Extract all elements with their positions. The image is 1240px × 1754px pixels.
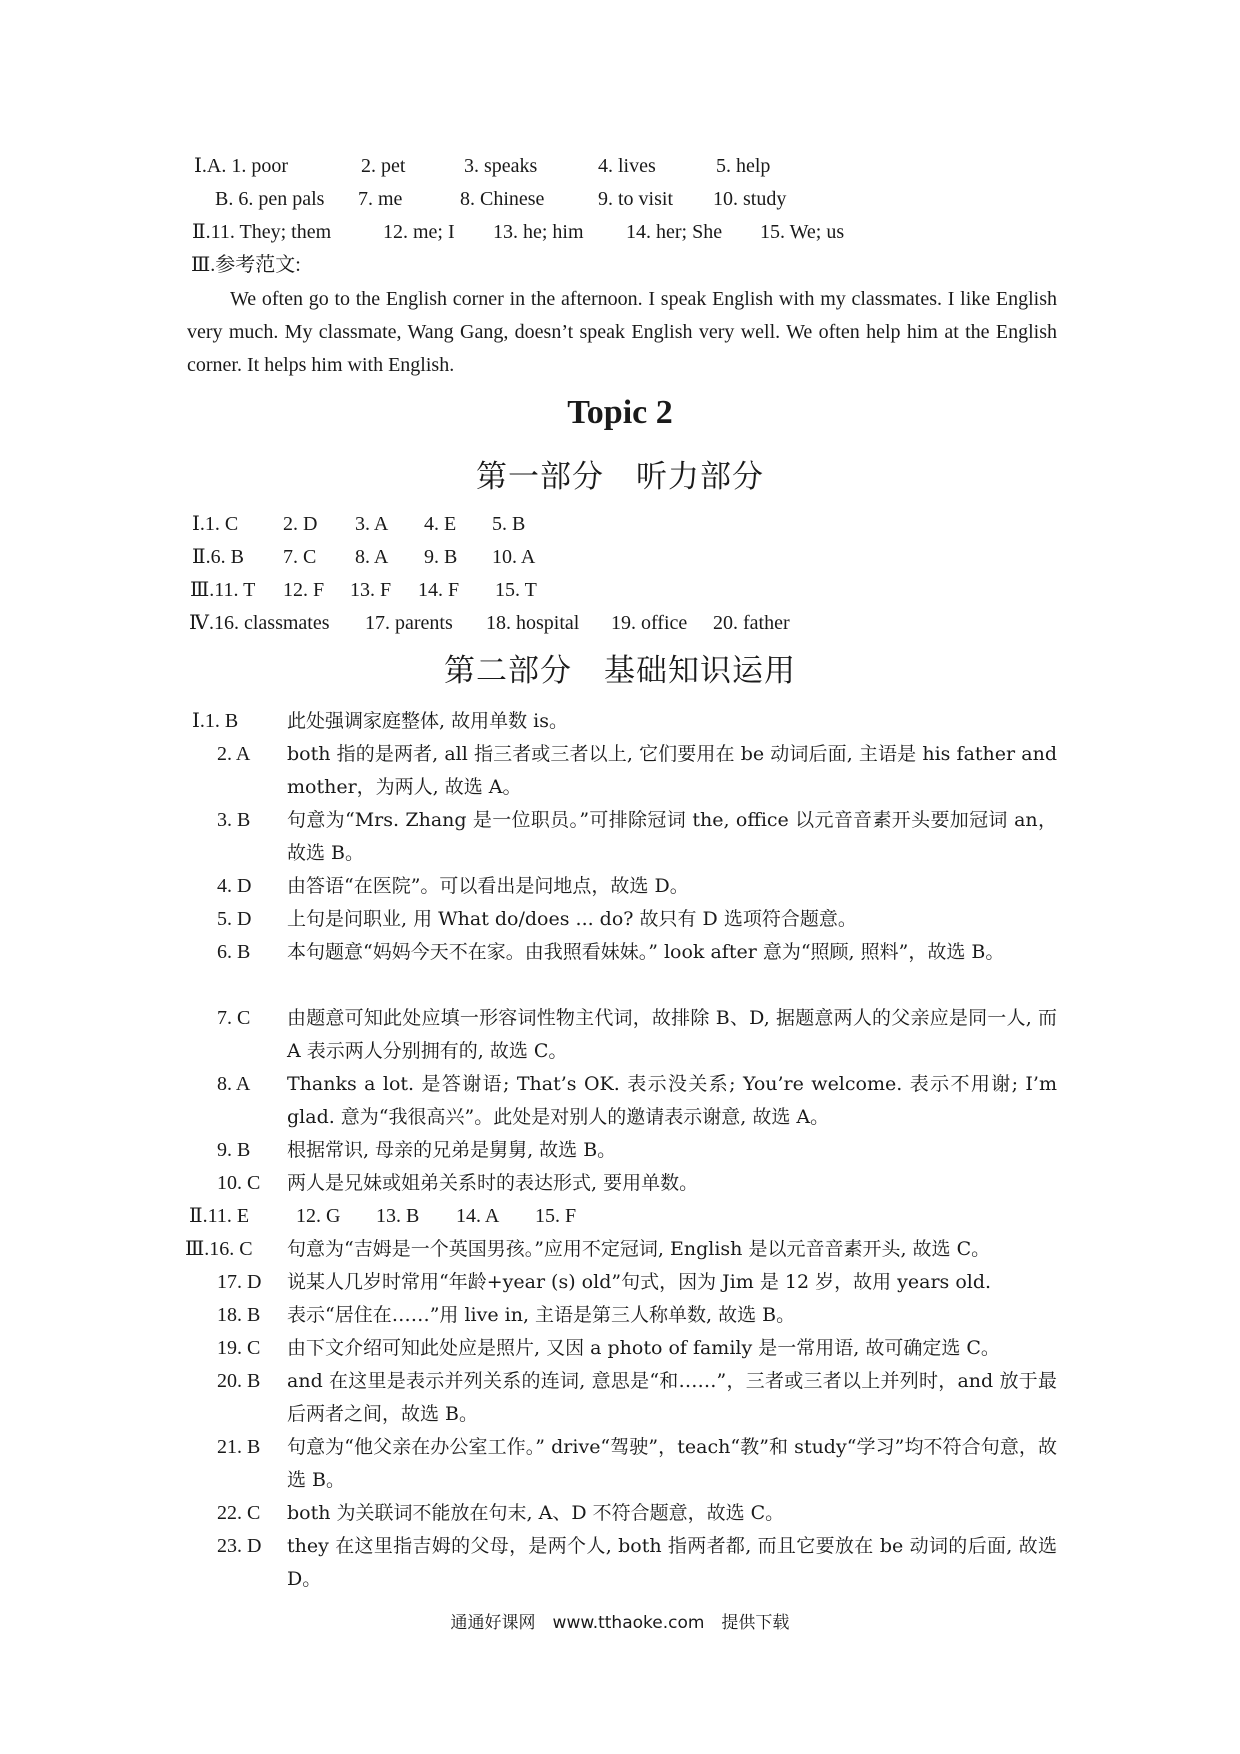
answer: 3. speaks	[464, 155, 538, 177]
answer: Ⅳ.16. classmates	[189, 612, 330, 634]
item-number: 18. B	[217, 1304, 261, 1326]
item-explanation: 由题意可知此处应填一形容词性物主代词，故排除 B、D, 据题意两人的父亲应是同一人, 而 A 表示两人分别拥有的, 故选 C。	[287, 1007, 1057, 1062]
item-number: 2. A	[217, 743, 251, 765]
item-number: 17. D	[217, 1271, 262, 1293]
part2-heading: 第二部分 基础知识运用	[444, 653, 796, 689]
item-number: 23. D	[217, 1535, 262, 1557]
answer: 14. F	[418, 579, 460, 601]
item-explanation: 说某人几岁时常用“年龄+year (s) old”句式，因为 Jim 是 12 岁，故用 years old.	[287, 1271, 992, 1293]
answer: 13. he; him	[493, 221, 584, 243]
answer: Ⅱ.6. B	[192, 546, 244, 568]
answer: 5. B	[492, 513, 526, 535]
item-explanation: 上句是问职业, 用 What do/does ... do? 故只有 D 选项符合题意。	[287, 908, 857, 930]
answer: Ⅱ.11. They; them	[192, 221, 332, 243]
answer: 9. B	[424, 546, 458, 568]
answer: 7. C	[283, 546, 317, 568]
answers-row-III-label: Ⅲ.参考范文:	[191, 254, 301, 276]
item-number: 10. C	[217, 1172, 261, 1194]
item-explanation: they 在这里指吉姆的父母，是两个人, both 指两者都, 而且它要放在 be 动词的后面, 故选 D。	[287, 1535, 1057, 1590]
answer: 8. A	[355, 546, 389, 568]
sample-essay: We often go to the English corner in the afternoon. I speak English with my classmates. I like English very much. My classmate, Wang Gang, doesn’t speak English very well. We often help him at the English corner. It helps him with English.	[187, 288, 1057, 376]
topic-title: Topic 2	[567, 394, 673, 431]
answer: 4. lives	[598, 155, 656, 177]
answer: Ⅰ.1. C	[192, 513, 239, 535]
item-explanation: 本句题意“妈妈今天不在家。由我照看妹妹。” look after 意为“照顾, 照料”，故选 B。	[287, 941, 1005, 963]
answer: 13. F	[350, 579, 392, 601]
item-number: 15. F	[535, 1205, 577, 1227]
item-number: 22. C	[217, 1502, 261, 1524]
answer: 20. father	[713, 612, 790, 634]
item-explanation: 表示“居住在……”用 live in, 主语是第三人称单数, 故选 B。	[287, 1304, 796, 1326]
item-number: Ⅰ.1. B	[192, 710, 239, 732]
part1-heading: 第一部分 听力部分	[476, 459, 764, 495]
download-footer: 通通好课网 www.tthaoke.com 提供下载	[450, 1613, 790, 1633]
answer: 7. me	[358, 188, 403, 210]
item-explanation: 由下文介绍可知此处应是照片, 又因 a photo of family 是一常用语, 故可确定选 C。	[287, 1337, 1000, 1359]
item-explanation: 由答语“在医院”。可以看出是问地点，故选 D。	[287, 875, 689, 897]
answer: B. 6. pen pals	[215, 188, 325, 210]
item-number: 14. A	[456, 1205, 500, 1227]
item-explanation: both 指的是两者, all 指三者或三者以上, 它们要用在 be 动词后面, 主语是 his father and mother，为两人, 故选 A。	[287, 743, 1057, 798]
answer: 19. office	[611, 612, 688, 634]
item-explanation: 两人是兄妹或姐弟关系时的表达形式, 要用单数。	[287, 1172, 699, 1194]
item-number: 8. A	[217, 1073, 251, 1095]
answer: 2. pet	[361, 155, 406, 177]
answer: 4. E	[424, 513, 457, 535]
answer: 15. T	[495, 579, 537, 601]
item-number: 21. B	[217, 1436, 261, 1458]
item-explanation: 此处强调家庭整体, 故用单数 is。	[287, 710, 568, 732]
item-number: 13. B	[376, 1205, 420, 1227]
item-number: 7. C	[217, 1007, 251, 1029]
item-explanation: both 为关联词不能放在句末, A、D 不符合题意，故选 C。	[287, 1502, 785, 1524]
item-number: 19. C	[217, 1337, 261, 1359]
answer: 8. Chinese	[460, 188, 545, 210]
item-number: 9. B	[217, 1139, 251, 1161]
item-number: 4. D	[217, 875, 252, 897]
item-number: 5. D	[217, 908, 252, 930]
answer: 2. D	[283, 513, 318, 535]
item-explanation: Thanks a lot. 是答谢语; That’s OK. 表示没关系; You’re welcome. 表示不用谢; I’m glad. 意为“我很高兴”。此处是对别人的邀请表示谢意, 故选 A。	[287, 1073, 1057, 1128]
item-explanation: 句意为“Mrs. Zhang 是一位职员。”可排除冠词 the, office 以元音音素开头要加冠词 an，故选 B。	[287, 809, 1057, 864]
item-number: 6. B	[217, 941, 251, 963]
item-explanation: and 在这里是表示并列关系的连词, 意思是“和……”，三者或三者以上并列时，and 放于最后两者之间，故选 B。	[287, 1370, 1057, 1425]
item-explanation: 句意为“他父亲在办公室工作。” drive“驾驶”，teach“教”和 study“学习”均不符合句意，故选 B。	[287, 1436, 1057, 1491]
item-explanation: 根据常识, 母亲的兄弟是舅舅, 故选 B。	[287, 1139, 617, 1161]
answer: Ⅰ.A. 1. poor	[194, 155, 289, 177]
item-explanation: 句意为“吉姆是一个英国男孩。”应用不定冠词, English 是以元音音素开头, 故选 C。	[287, 1238, 991, 1260]
item-number: Ⅲ.16. C	[185, 1238, 253, 1260]
answer: 14. her; She	[626, 221, 723, 243]
item-number: 12. G	[296, 1205, 341, 1227]
answer: Ⅲ.11. T	[190, 579, 256, 601]
item-number: 20. B	[217, 1370, 261, 1392]
answer: 3. A	[355, 513, 389, 535]
answer: 15. We; us	[760, 221, 845, 243]
answer: 12. F	[283, 579, 325, 601]
answer: 10. A	[492, 546, 536, 568]
answer: 17. parents	[365, 612, 453, 634]
item-number: Ⅱ.11. E	[189, 1205, 250, 1227]
answer: 12. me; I	[383, 221, 455, 243]
answer: 10. study	[713, 188, 787, 210]
answer: 18. hospital	[486, 612, 580, 634]
answer: 5. help	[716, 155, 771, 177]
answer: 9. to visit	[598, 188, 674, 210]
item-number: 3. B	[217, 809, 251, 831]
